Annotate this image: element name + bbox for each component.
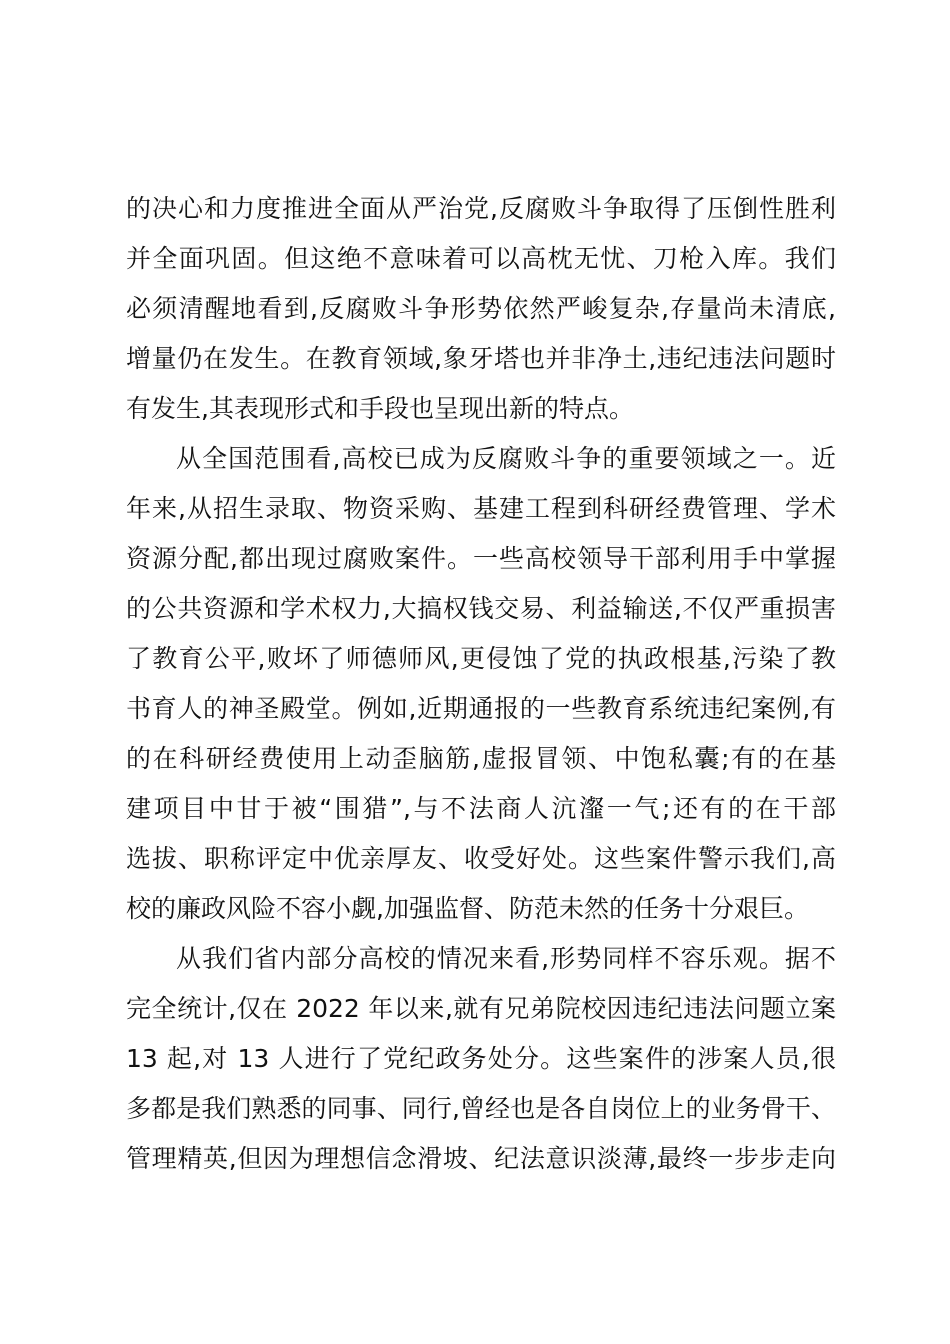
text-line: 了教育公平,败坏了师德师风,更侵蚀了党的执政根基,污染了教 [126,644,836,673]
text-line: 有发生,其表现形式和手段也呈现出新的特点。 [126,394,634,423]
paragraph-2 [126,434,836,934]
text-line: 13 起,对 13 人进行了党纪政务处分。这些案件的涉案人员,很 [126,1044,836,1073]
text-line: 的决心和力度推进全面从严治党,反腐败斗争取得了压倒性胜利 [126,194,836,223]
text-line: 选拔、职称评定中优亲厚友、收受好处。这些案件警示我们,高 [126,844,836,873]
text-line: 必须清醒地看到,反腐败斗争形势依然严峻复杂,存量尚未清底, [126,294,836,323]
body-text [126,184,836,1184]
text-line: 书育人的神圣殿堂。例如,近期通报的一些教育系统违纪案例,有 [126,694,836,723]
text-line: 并全面巩固。但这绝不意味着可以高枕无忧、刀枪入库。我们 [126,244,836,273]
paragraph-1 [126,184,836,434]
text-line: 完全统计,仅在 2022 年以来,就有兄弟院校因违纪违法问题立案 [126,994,836,1023]
text-line: 的公共资源和学术权力,大搞权钱交易、利益输送,不仅严重损害 [126,594,836,623]
text-line: 多都是我们熟悉的同事、同行,曾经也是各自岗位上的业务骨干、 [126,1094,836,1123]
paragraph-3 [126,934,836,1184]
text-line: 从全国范围看,高校已成为反腐败斗争的重要领域之一。近 [176,444,836,473]
text-line: 年来,从招生录取、物资采购、基建工程到科研经费管理、学术 [126,494,836,523]
text-line: 增量仍在发生。在教育领域,象牙塔也并非净土,违纪违法问题时 [126,344,836,373]
text-line: 资源分配,都出现过腐败案件。一些高校领导干部利用手中掌握 [126,544,836,573]
text-line: 管理精英,但因为理想信念滑坡、纪法意识淡薄,最终一步步走向 [126,1144,836,1173]
text-line: 建项目中甘于被“围猎”,与不法商人沆瀣一气;还有的在干部 [126,794,836,823]
text-line: 从我们省内部分高校的情况来看,形势同样不容乐观。据不 [176,944,836,973]
text-line: 校的廉政风险不容小觑,加强监督、防范未然的任务十分艰巨。 [126,894,809,923]
text-line: 的在科研经费使用上动歪脑筋,虚报冒领、中饱私囊;有的在基 [126,744,836,773]
